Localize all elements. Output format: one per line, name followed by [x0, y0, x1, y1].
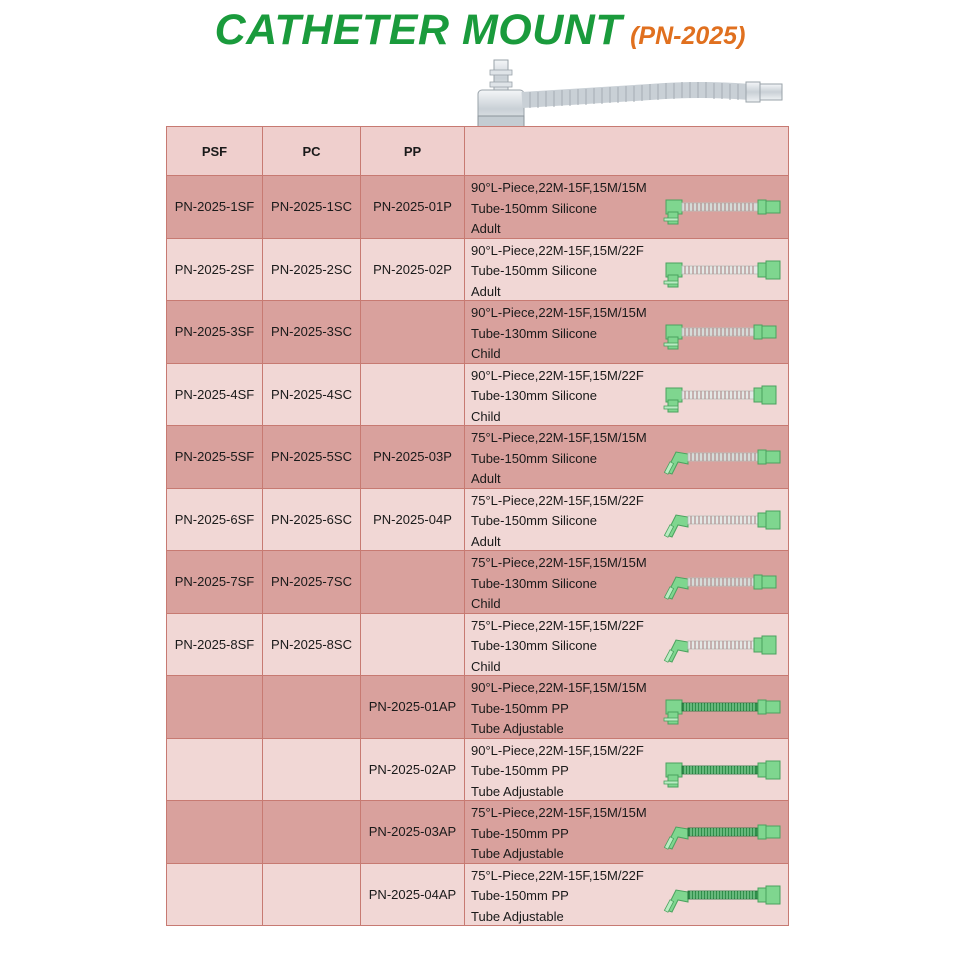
cell-pc — [263, 738, 361, 801]
cell-description — [465, 801, 789, 864]
table-row — [167, 488, 789, 551]
table-row — [167, 551, 789, 614]
description-text — [471, 616, 644, 676]
cell-psf: PN-2025-4SF — [167, 363, 263, 426]
description-text — [471, 803, 647, 863]
description-line: Adult — [471, 283, 501, 299]
description-line: Tube-150mm Silicone — [471, 200, 597, 216]
description-line: Tube-150mm PP — [471, 700, 569, 716]
cell-pc — [263, 863, 361, 926]
catheter-90-15m-silicone-short-icon — [662, 313, 784, 351]
catheter-75-22f-silicone-short-icon — [662, 626, 784, 664]
cell-pp: PN-2025-03P — [361, 426, 465, 489]
cell-description — [465, 676, 789, 739]
cell-pp: PN-2025-04P — [361, 488, 465, 551]
description-line: Tube Adjustable — [471, 846, 564, 862]
cell-psf: PN-2025-5SF — [167, 426, 263, 489]
description-line: Adult — [471, 221, 501, 237]
header-description — [465, 127, 789, 176]
catheter-mount-spec-table — [166, 126, 789, 926]
description-line: 75°L-Piece,22M-15F,15M/22F — [471, 492, 644, 508]
catheter-90-15m-pp-adjustable-icon — [662, 688, 784, 726]
cell-pp — [361, 363, 465, 426]
cell-pc: PN-2025-2SC — [263, 238, 361, 301]
description-line: 90°L-Piece,22M-15F,15M/15M — [471, 305, 647, 320]
cell-pp: PN-2025-04AP — [361, 863, 465, 926]
description-line: Tube-150mm Silicone — [471, 450, 597, 466]
description-line: Child — [471, 346, 501, 362]
cell-pp: PN-2025-01AP — [361, 676, 465, 739]
cell-pc: PN-2025-8SC — [263, 613, 361, 676]
description-line: Tube-130mm Silicone — [471, 638, 597, 654]
cell-description — [465, 613, 789, 676]
table-row — [167, 363, 789, 426]
table-row — [167, 863, 789, 926]
cell-psf: PN-2025-7SF — [167, 551, 263, 614]
description-line: Tube-150mm Silicone — [471, 513, 597, 529]
cell-psf — [167, 738, 263, 801]
cell-psf: PN-2025-2SF — [167, 238, 263, 301]
description-text — [471, 553, 647, 613]
cell-description — [465, 426, 789, 489]
cell-pc — [263, 676, 361, 739]
cell-pc: PN-2025-1SC — [263, 176, 361, 239]
description-line: Adult — [471, 471, 501, 487]
description-line: 90°L-Piece,22M-15F,15M/22F — [471, 242, 644, 258]
description-line: Adult — [471, 533, 501, 549]
cell-description — [465, 238, 789, 301]
description-line: Tube Adjustable — [471, 783, 564, 799]
table-row — [167, 676, 789, 739]
cell-pp — [361, 301, 465, 364]
description-line: Tube-130mm Silicone — [471, 388, 597, 404]
description-line: 75°L-Piece,22M-15F,15M/15M — [471, 805, 647, 820]
description-line: Tube-150mm PP — [471, 763, 569, 779]
description-line: Child — [471, 596, 501, 612]
cell-description — [465, 551, 789, 614]
catheter-75-22f-pp-adjustable-icon — [662, 876, 784, 914]
description-line: 90°L-Piece,22M-15F,15M/22F — [471, 742, 644, 758]
cell-pp: PN-2025-01P — [361, 176, 465, 239]
description-line: 90°L-Piece,22M-15F,15M/15M — [471, 680, 647, 695]
cell-psf — [167, 863, 263, 926]
description-line: Tube Adjustable — [471, 908, 564, 924]
catheter-90-22f-pp-adjustable-icon — [662, 751, 784, 789]
cell-description — [465, 363, 789, 426]
description-line: Tube-150mm PP — [471, 888, 569, 904]
cell-pc — [263, 801, 361, 864]
description-text — [471, 866, 644, 926]
table-row — [167, 801, 789, 864]
description-text — [471, 178, 647, 238]
catheter-90-22f-silicone-long-icon — [662, 251, 784, 289]
description-line: Tube-130mm Silicone — [471, 575, 597, 591]
table-row — [167, 738, 789, 801]
cell-pp: PN-2025-02AP — [361, 738, 465, 801]
description-line: Tube-150mm PP — [471, 825, 569, 841]
description-line: 75°L-Piece,22M-15F,15M/15M — [471, 430, 647, 445]
cell-psf — [167, 676, 263, 739]
description-line: Tube Adjustable — [471, 721, 564, 737]
description-text — [471, 428, 647, 488]
description-line: Child — [471, 408, 501, 424]
description-text — [471, 366, 644, 426]
cell-psf: PN-2025-8SF — [167, 613, 263, 676]
header-pp: PP — [361, 127, 465, 176]
description-line: 75°L-Piece,22M-15F,15M/15M — [471, 555, 647, 570]
cell-pp — [361, 613, 465, 676]
catheter-90-22f-silicone-short-icon — [662, 376, 784, 414]
cell-psf: PN-2025-1SF — [167, 176, 263, 239]
description-text — [471, 241, 644, 301]
cell-description — [465, 738, 789, 801]
cell-description — [465, 301, 789, 364]
catheter-75-15m-pp-adjustable-icon — [662, 813, 784, 851]
page-title — [0, 6, 960, 62]
cell-pc: PN-2025-3SC — [263, 301, 361, 364]
cell-psf — [167, 801, 263, 864]
table-header-row — [167, 127, 789, 176]
cell-psf: PN-2025-6SF — [167, 488, 263, 551]
table-row — [167, 176, 789, 239]
cell-description — [465, 488, 789, 551]
title-main: CATHETER MOUNT — [214, 6, 623, 54]
cell-pc: PN-2025-5SC — [263, 426, 361, 489]
catheter-90-15m-silicone-long-icon — [662, 188, 784, 226]
cell-pp: PN-2025-02P — [361, 238, 465, 301]
description-line: Child — [471, 658, 501, 674]
cell-pp — [361, 551, 465, 614]
header-pc: PC — [263, 127, 361, 176]
cell-psf: PN-2025-3SF — [167, 301, 263, 364]
table-row — [167, 613, 789, 676]
cell-pc: PN-2025-4SC — [263, 363, 361, 426]
cell-pp: PN-2025-03AP — [361, 801, 465, 864]
table-row — [167, 426, 789, 489]
description-line: 90°L-Piece,22M-15F,15M/15M — [471, 180, 647, 195]
cell-pc: PN-2025-6SC — [263, 488, 361, 551]
table-row — [167, 238, 789, 301]
catheter-75-22f-silicone-long-icon — [662, 501, 784, 539]
table-row — [167, 301, 789, 364]
catheter-75-15m-silicone-long-icon — [662, 438, 784, 476]
catheter-75-15m-silicone-short-icon — [662, 563, 784, 601]
description-text — [471, 303, 647, 363]
description-line: 90°L-Piece,22M-15F,15M/22F — [471, 367, 644, 383]
cell-description — [465, 863, 789, 926]
header-psf: PSF — [167, 127, 263, 176]
description-text — [471, 678, 647, 738]
cell-description — [465, 176, 789, 239]
title-model-code: (PN-2025) — [630, 22, 746, 50]
description-text — [471, 491, 644, 551]
description-line: Tube-130mm Silicone — [471, 325, 597, 341]
cell-pc: PN-2025-7SC — [263, 551, 361, 614]
description-line: Tube-150mm Silicone — [471, 263, 597, 279]
description-text — [471, 741, 644, 801]
description-line: 75°L-Piece,22M-15F,15M/22F — [471, 867, 644, 883]
description-line: 75°L-Piece,22M-15F,15M/22F — [471, 617, 644, 633]
